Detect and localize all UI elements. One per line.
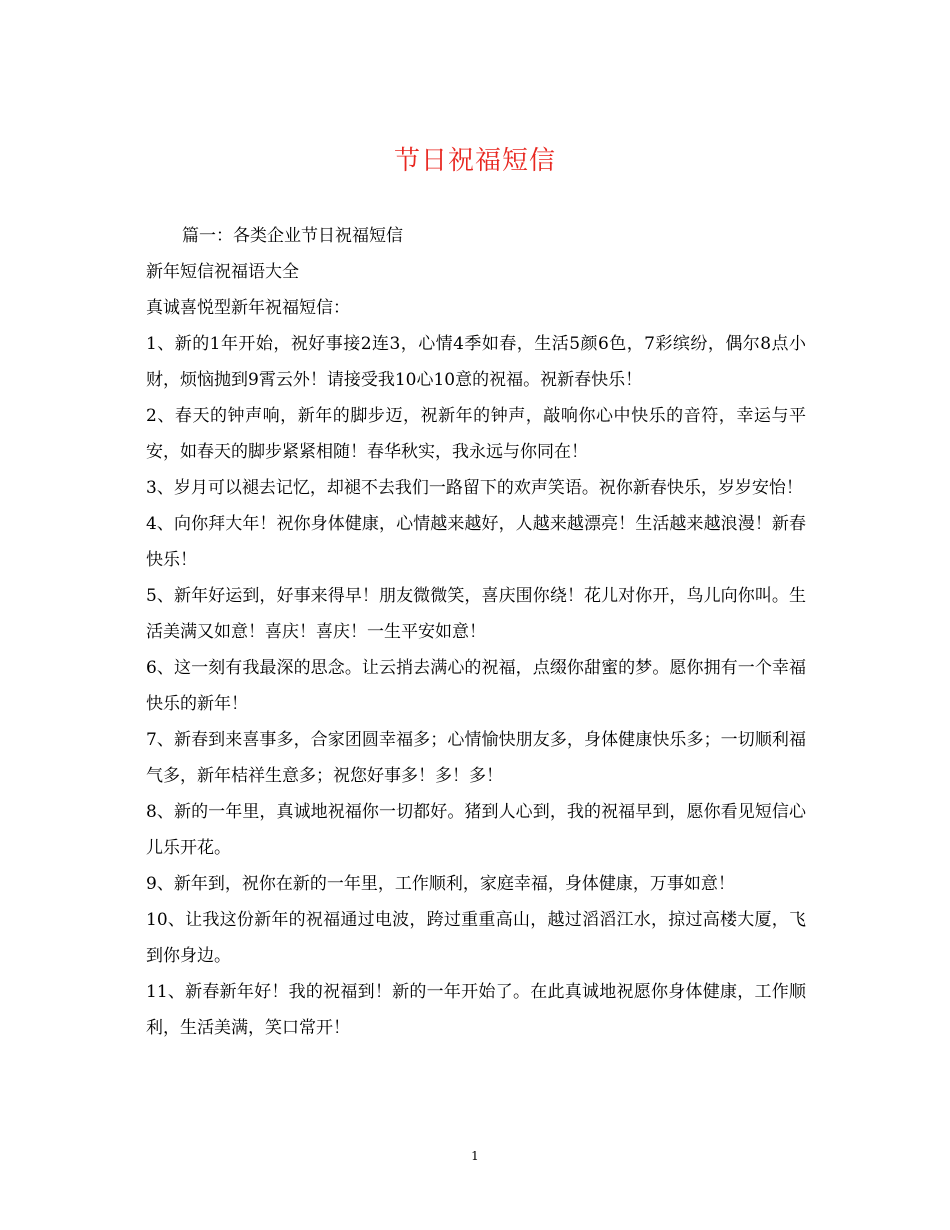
section-heading: 篇一：各类企业节日祝福短信 xyxy=(182,226,403,246)
greeting-item-1: 1、新的1年开始，祝好事接2连3，心情4季如春，生活5颜6色，7彩缤纷，偶尔8点小财，烦恼抛到9霄云外！请接受我10心10意的祝福。祝新春快乐！ xyxy=(146,334,806,390)
greeting-item-5: 5、新年好运到，好事来得早！朋友微微笑，喜庆围你绕！花儿对你开，鸟儿向你叫。生活美满又如意！喜庆！喜庆！一生平安如意！ xyxy=(146,586,806,642)
greeting-item-7: 7、新春到来喜事多，合家团圆幸福多；心情愉快朋友多，身体健康快乐多；一切顺利福气多，新年桔祥生意多；祝您好事多！多！多！ xyxy=(146,730,806,786)
greeting-item-8: 8、新的一年里，真诚地祝福你一切都好。猪到人心到，我的祝福早到，愿你看见短信心儿乐开花。 xyxy=(146,802,806,858)
greeting-item-9: 9、新年到，祝你在新的一年里，工作顺利，家庭幸福，身体健康，万事如意！ xyxy=(146,874,735,894)
greeting-item-3: 3、岁月可以褪去记忆，却褪不去我们一路留下的欢声笑语。祝你新春快乐，岁岁安怡！ xyxy=(146,478,803,498)
greeting-item-2: 2、春天的钟声响，新年的脚步迈，祝新年的钟声，敲响你心中快乐的音符，幸运与平安，如春天的脚步紧紧相随！春华秋实，我永远与你同在！ xyxy=(146,406,806,462)
greeting-item-6: 6、这一刻有我最深的思念。让云捎去满心的祝福，点缀你甜蜜的梦。愿你拥有一个幸福快乐的新年！ xyxy=(146,658,806,714)
greeting-item-11: 11、新春新年好！我的祝福到！新的一年开始了。在此真诚地祝愿你身体健康，工作顺利，生活美满，笑口常开！ xyxy=(146,982,806,1038)
subheading: 新年短信祝福语大全 xyxy=(146,262,299,282)
page-number: 1 xyxy=(471,1149,479,1163)
greeting-item-4: 4、向你拜大年！祝你身体健康，心情越来越好，人越来越漂亮！生活越来越浪漫！新春快乐！ xyxy=(146,514,806,570)
document-body xyxy=(146,218,806,1046)
category-label: 真诚喜悦型新年祝福短信： xyxy=(146,298,350,318)
greeting-item-10: 10、让我这份新年的祝福通过电波，跨过重重高山，越过滔滔江水，掠过高楼大厦，飞到你身边。 xyxy=(146,910,806,966)
document-title: 节日祝福短信 xyxy=(393,146,556,176)
